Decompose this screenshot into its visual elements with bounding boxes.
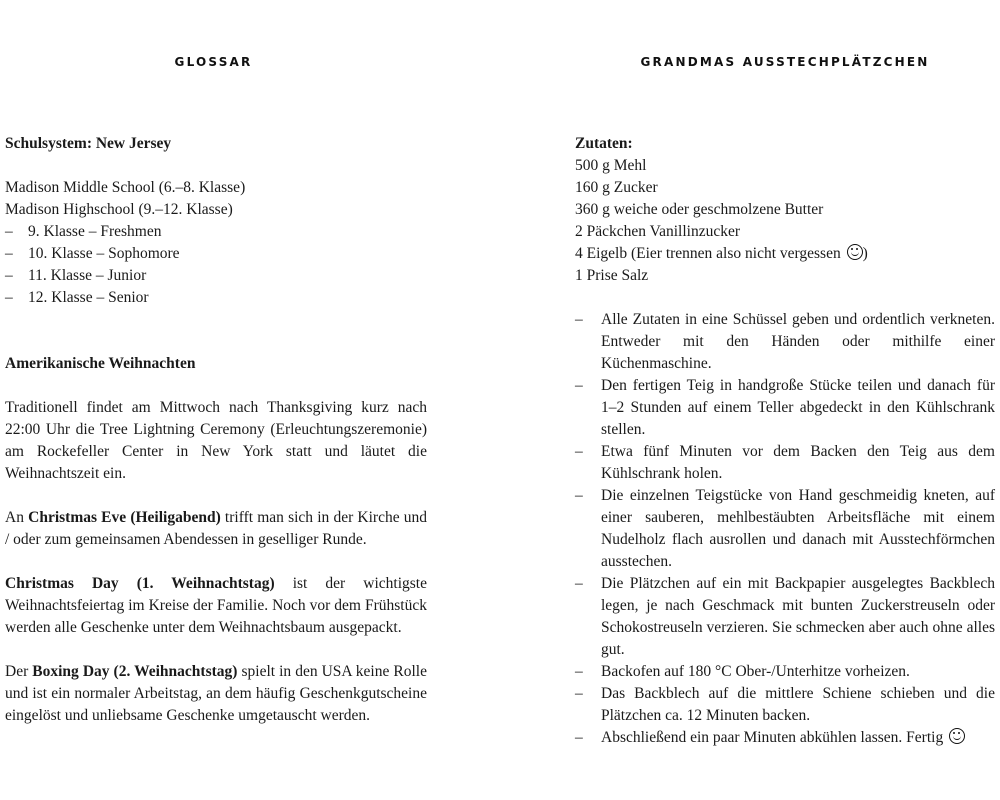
dash-mark: – [5, 267, 13, 284]
dash-mark: – [575, 663, 583, 680]
grade-label: 12. Klasse – Senior [28, 289, 149, 306]
steps-list [575, 309, 995, 749]
ingredient-item: 2 Päckchen Vanillinzucker [575, 223, 740, 240]
dash-mark: – [575, 575, 583, 592]
recipe-body [575, 133, 995, 749]
dash-mark: – [5, 245, 13, 262]
paragraph-christmas-day: Christmas Day (1. Weihnachtstag) ist der wichtigste Weihnachtsfeiertag im Kreise der Familie. Noch vor dem Frühstück werden alle Geschenke unter dem Weihnachtsbaum ausgepackt. [5, 575, 427, 636]
ingredient-item: 1 Prise Salz [575, 267, 649, 284]
ingredients-heading: Zutaten: [575, 135, 633, 152]
school-line: Madison Highschool (9.–12. Klasse) [5, 201, 233, 218]
dash-mark: – [575, 685, 583, 702]
dash-mark: – [575, 377, 583, 394]
grade-label: 10. Klasse – Sophomore [28, 245, 180, 262]
glossary-body [5, 133, 427, 727]
step-item: – Das Backblech auf die mittlere Schiene schieben und die Plätzchen ca. 12 Minuten backen. [575, 685, 995, 724]
school-line: Madison Middle School (6.–8. Klasse) [5, 179, 246, 196]
paragraph-boxing-day: Der Boxing Day (2. Weihnachtstag) spielt in den USA keine Rolle und ist ein normaler Arbeitstag, an dem häufig Geschenkgutscheine eingelöst und unliebsame Geschenke umgetauscht werden. [5, 663, 427, 724]
step-item: – Abschließend ein paar Minuten abkühlen lassen. Fertig [575, 727, 995, 749]
ingredient-item: 360 g weiche oder geschmolzene Butter [575, 201, 824, 218]
step-item: – Den fertigen Teig in handgroße Stücke teilen und danach für 1–2 Stunden auf einem Teller abgedeckt in den Kühlschrank stellen. [575, 377, 995, 438]
paragraph-tree-lighting: Traditionell findet am Mittwoch nach Thanksgiving kurz nach 22:00 Uhr die Tree Lightning Ceremony (Erleuchtungszeremonie) am Rockefeller Center in New York statt und läutet die Weihnachtszeit ein. [5, 399, 427, 482]
grade-label: 11. Klasse – Junior [28, 267, 147, 284]
grade-item [5, 287, 427, 309]
term-boxing-day: Boxing Day (2. Weihnachtstag) [32, 663, 238, 680]
right-page [500, 0, 1000, 800]
step-item: – Backofen auf 180 °C Ober-/Unterhitze vorheizen. [575, 661, 995, 683]
grade-label: 9. Klasse – Freshmen [28, 223, 162, 240]
running-head-left: GLOSSAR [174, 55, 253, 69]
grade-item [5, 265, 427, 287]
term-christmas-eve: Christmas Eve (Heiligabend) [28, 509, 221, 526]
dash-mark: – [575, 443, 583, 460]
school-heading: Schulsystem: New Jersey [5, 135, 172, 152]
smiley-icon [949, 728, 965, 744]
step-item: – Die einzelnen Teigstücke von Hand geschmeidig kneten, auf einer sauberen, mehlbestäubten Arbeitsfläche mit einem Nudelholz flach ausrollen und danach mit Ausstechförmchen ausstechen. [575, 487, 995, 570]
dash-mark: – [575, 487, 583, 504]
ingredient-item: 4 Eigelb (Eier trennen also nicht vergessen ) [575, 245, 868, 262]
ingredient-item: 500 g Mehl [575, 157, 647, 174]
grade-item [5, 243, 427, 265]
dash-mark: – [5, 289, 13, 306]
christmas-heading: Amerikanische Weihnachten [5, 355, 196, 372]
term-christmas-day: Christmas Day (1. Weihnachtstag) [5, 575, 275, 592]
paragraph-christmas-eve: An Christmas Eve (Heiligabend) trifft man sich in der Kirche und / oder zum gemeinsamen Abendessen in geselliger Runde. [5, 509, 427, 548]
smiley-icon [847, 244, 863, 260]
ingredient-item: 160 g Zucker [575, 179, 658, 196]
running-head-right: GRANDMAS AUSSTECHPLÄTZCHEN [640, 55, 930, 69]
step-item: – Alle Zutaten in eine Schüssel geben und ordentlich verkneten. Entweder mit den Händen oder mithilfe einer Küchenmaschine. [575, 311, 995, 372]
dash-mark: – [575, 729, 583, 746]
step-item: – Etwa fünf Minuten vor dem Backen den Teig aus dem Kühlschrank holen. [575, 443, 995, 482]
dash-mark: – [575, 311, 583, 328]
dash-mark: – [5, 223, 13, 240]
step-item: – Die Plätzchen auf ein mit Backpapier ausgelegtes Backblech legen, je nach Geschmack mit bunten Zuckerstreuseln oder Schokostreuseln verzieren. Sie schmecken aber auch ohne alles gut. [575, 575, 995, 658]
grade-item [5, 221, 427, 243]
